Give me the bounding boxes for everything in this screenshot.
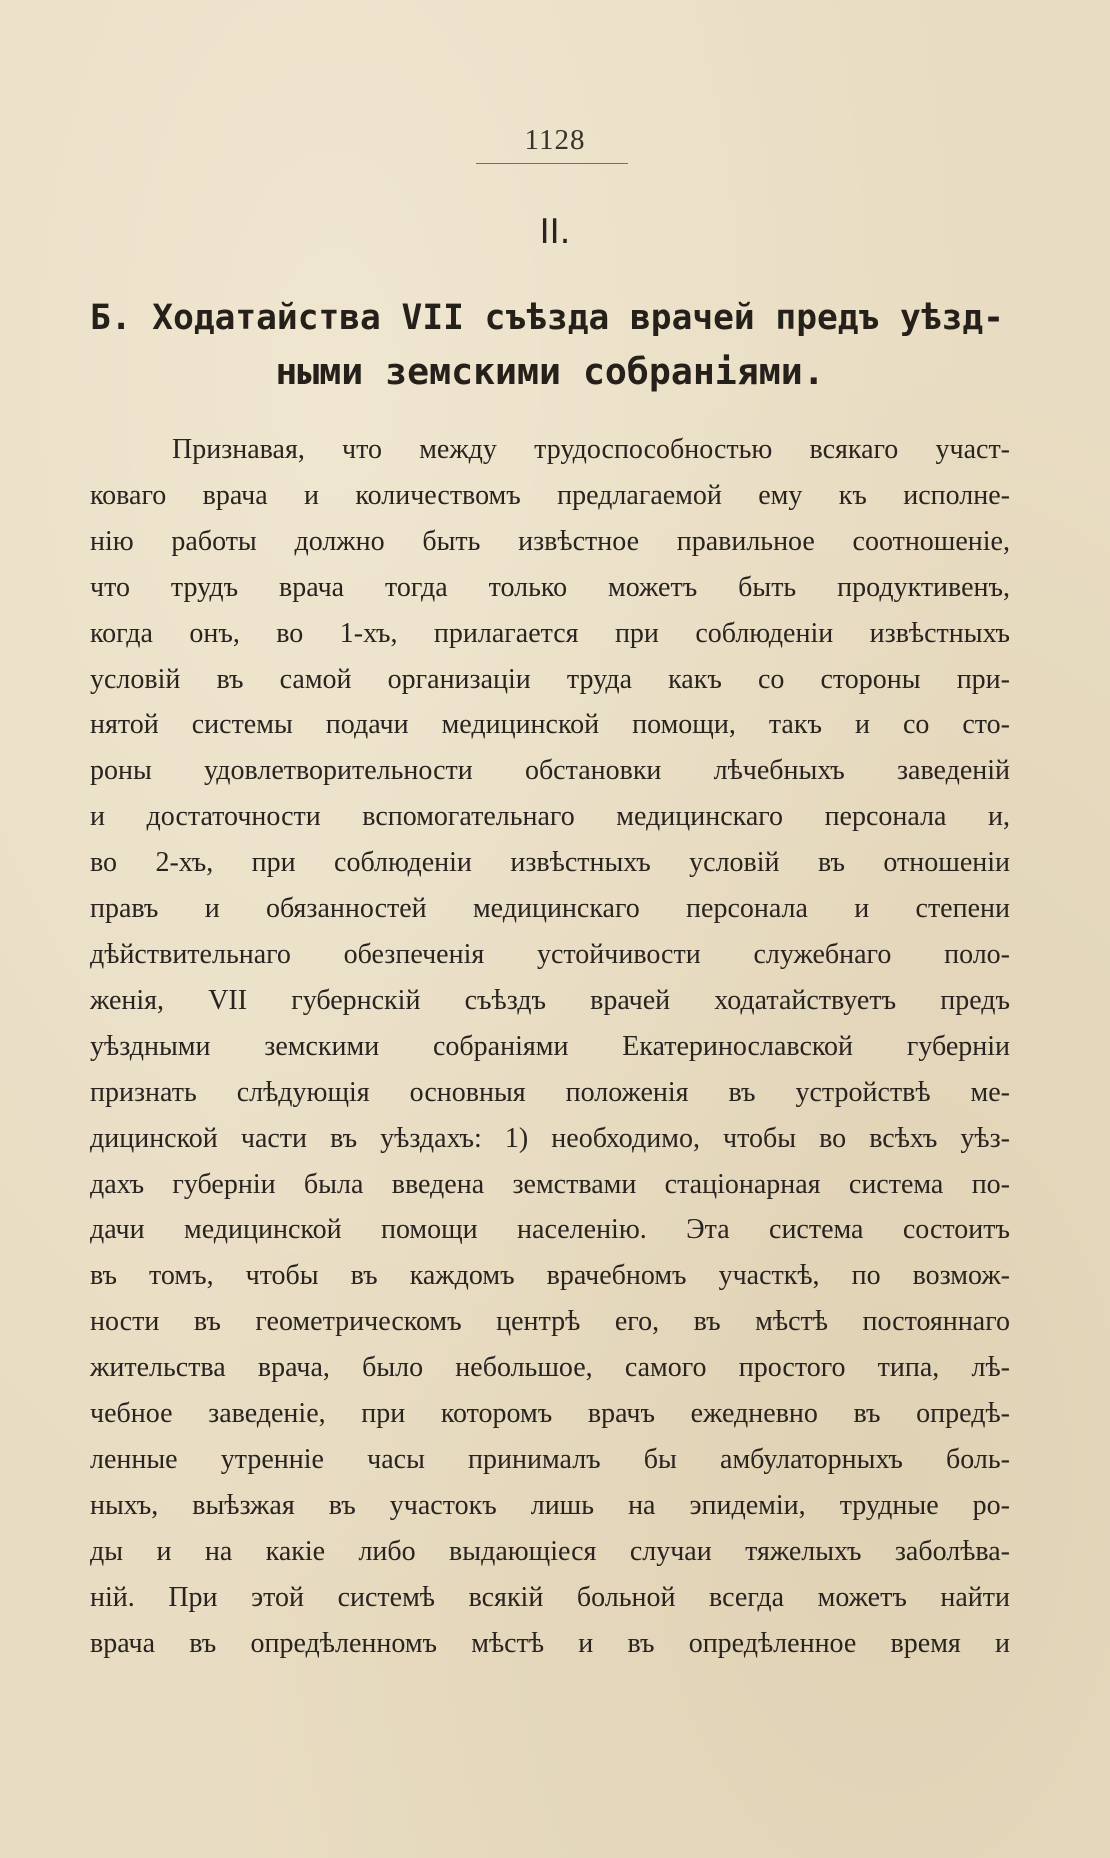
text-line: въ томъ, чтобы въ каждомъ врачебномъ участкѣ, по возмож- — [90, 1260, 1010, 1292]
text-line: роны удовлетворительности обстановки лѣчебныхъ заведеній — [90, 755, 1010, 787]
text-line: и достаточности вспомогательнаго медицинскаго персонала и, — [90, 801, 1010, 833]
text-line: ленные утренніе часы принималъ бы амбулаторныхъ боль- — [90, 1443, 1010, 1475]
text-line: во 2-хъ, при соблюденіи извѣстныхъ условій въ отношеніи — [90, 847, 1010, 879]
text-line: жительства врача, было небольшое, самого простого типа, лѣ- — [90, 1352, 1010, 1384]
text-line: нятой системы подачи медицинской помощи, такъ и со сто- — [90, 709, 1010, 741]
heading-line: ными земскими собраніями. — [275, 350, 825, 393]
text-line: женія, VII губернскій съѣздъ врачей ходатайствуетъ предъ — [90, 984, 1010, 1016]
text-line: когда онъ, во 1-хъ, прилагается при соблюденіи извѣстныхъ — [90, 617, 1010, 649]
text-line: дицинской части въ уѣздахъ: 1) необходимо, чтобы во всѣхъ уѣз- — [90, 1122, 1010, 1154]
text-line: правъ и обязанностей медицинскаго персонала и степени — [90, 893, 1010, 925]
text-line: ды и на какіе либо выдающіеся случаи тяжелыхъ заболѣва- — [90, 1535, 1010, 1567]
text-line: ныхъ, выѣзжая въ участокъ лишь на эпидеміи, трудные ро- — [90, 1489, 1010, 1521]
heading-line: Б. Ходатайства VII съѣзда врачей предъ уѣзд- — [90, 298, 1004, 338]
text-line: нію работы должно быть извѣстное правильное соотношеніе, — [90, 525, 1010, 557]
section-heading — [90, 292, 1010, 398]
page-number: 1128 — [524, 124, 586, 156]
body-paragraph — [90, 427, 1010, 1666]
text-line: коваго врача и количествомъ предлагаемой ему къ исполне- — [90, 479, 1010, 511]
text-line: ній. При этой системѣ всякій больной всегда можетъ найти — [90, 1581, 1010, 1613]
text-line: уѣздными земскими собраніями Екатеринославской губерніи — [90, 1030, 1010, 1062]
text-line: ности въ геометрическомъ центрѣ его, въ мѣстѣ постояннаго — [90, 1306, 1010, 1338]
text-line: что трудъ врача тогда только можетъ быть продуктивенъ, — [90, 571, 1010, 603]
text-line: условій въ самой организаціи труда какъ со стороны при- — [90, 663, 1010, 695]
text-line: дачи медицинской помощи населенію. Эта система состоитъ — [90, 1214, 1010, 1246]
text-line: дахъ губерніи была введена земствами стаціонарная система по- — [90, 1168, 1010, 1200]
page-number-rule — [476, 163, 628, 164]
text-line: признать слѣдующія основныя положенія въ устройствѣ ме- — [90, 1076, 1010, 1108]
text-line: врача въ опредѣленномъ мѣстѣ и въ опредѣленное время и — [90, 1627, 1010, 1659]
section-numeral: II. — [539, 212, 571, 252]
text-line: дѣйствительнаго обезпеченія устойчивости служебнаго поло- — [90, 938, 1010, 970]
text-line: чебное заведеніе, при которомъ врачъ ежедневно въ опредѣ- — [90, 1398, 1010, 1430]
text-line: Признавая, что между трудоспособностью всякаго участ- — [172, 434, 1010, 465]
